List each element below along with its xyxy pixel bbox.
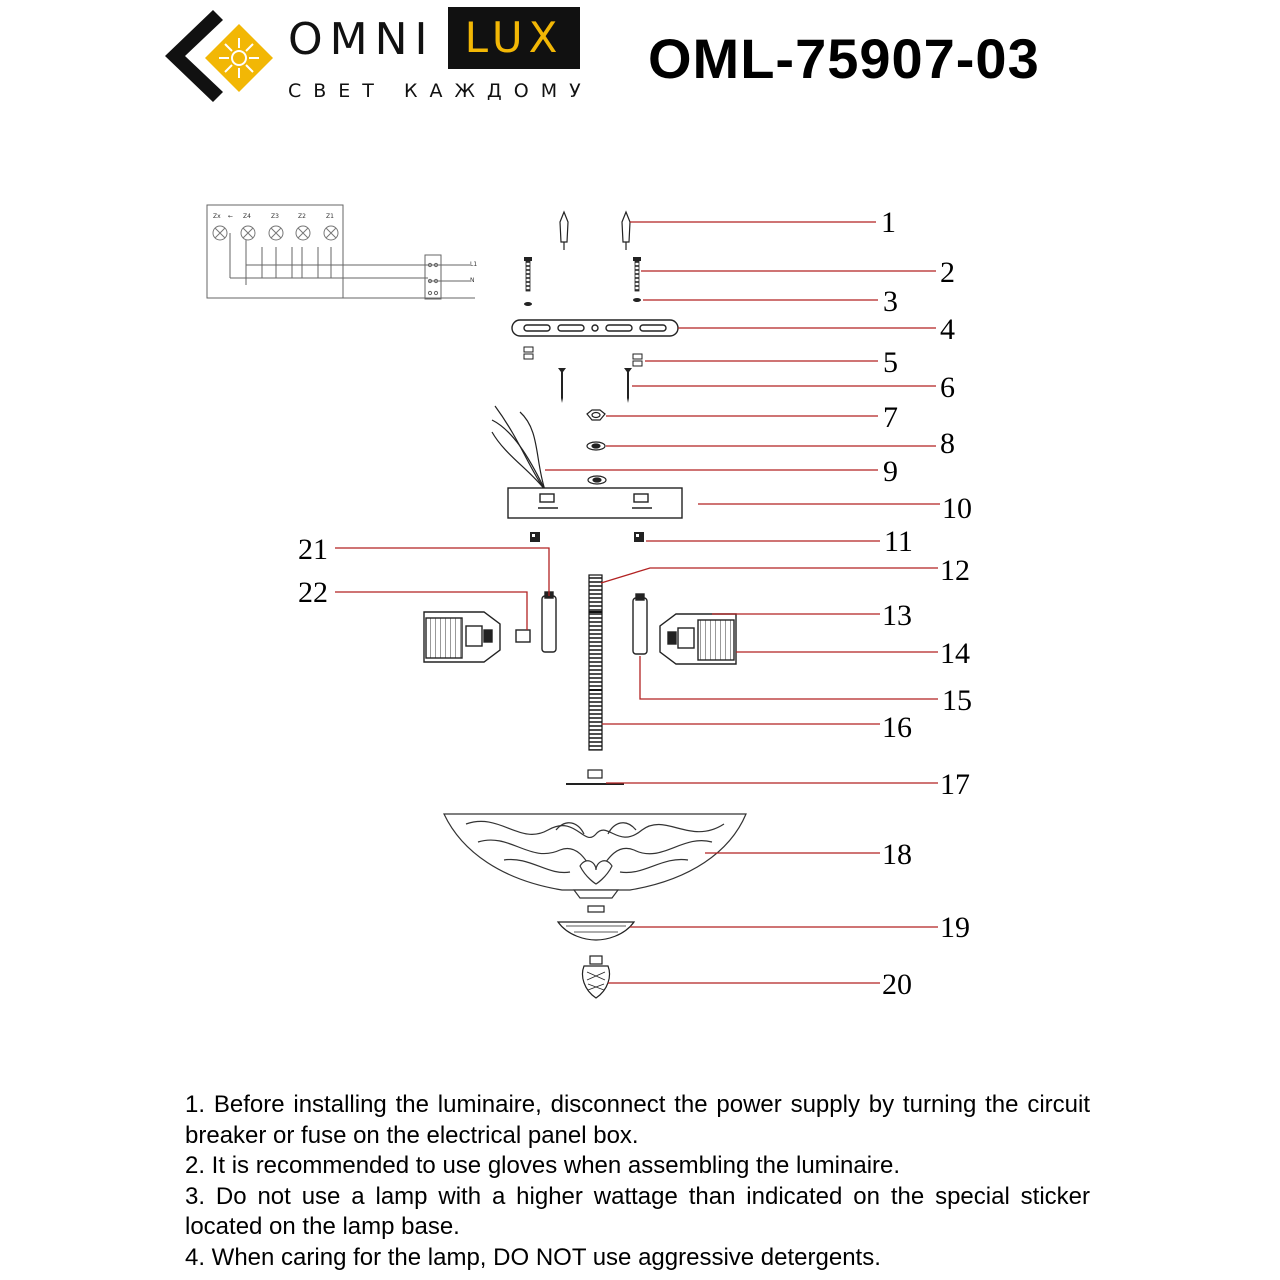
callout-14: 14 <box>940 637 970 670</box>
part-glass-shade <box>444 814 746 898</box>
callout-7: 7 <box>883 401 898 434</box>
zone-label: Z2 <box>298 213 306 220</box>
brand-name-lux: LUX <box>448 7 580 69</box>
callout-3: 3 <box>883 285 898 318</box>
wiring-lamps <box>213 226 338 240</box>
brand-name-omni: OMNI <box>288 14 435 65</box>
part-left-socket <box>424 592 556 662</box>
callout-11: 11 <box>884 525 913 558</box>
callout-9: 9 <box>883 455 898 488</box>
line-label-n: N <box>470 277 475 284</box>
callout-2: 2 <box>940 256 955 289</box>
zone-label: Z3 <box>271 213 279 220</box>
logo-mark-icon <box>165 8 277 104</box>
callout-6: 6 <box>940 371 955 404</box>
part-mount-screws <box>524 257 641 291</box>
note-1: 1. Before installing the luminaire, disconnect the power supply by turning the circuit breaker or fuse on the electrical panel box. <box>185 1091 1090 1149</box>
callout-4: 4 <box>940 313 955 346</box>
part-washer-center <box>587 442 605 450</box>
part-mounting-bracket <box>512 320 678 336</box>
part-bottom-nut <box>566 770 624 784</box>
part-wood-screws <box>558 368 632 403</box>
model-number: OML-75907-03 <box>648 27 1040 90</box>
callout-1: 1 <box>881 206 896 239</box>
zone-label: Z4 <box>243 213 251 220</box>
note-3: 3. Do not use a lamp with a higher wattage than indicated on the special sticker located on the lamp base. <box>185 1182 1090 1240</box>
exploded-diagram <box>0 190 1280 1020</box>
callout-19: 19 <box>940 911 970 944</box>
note-2: 2. It is recommended to use gloves when assembling the luminaire. <box>185 1152 901 1179</box>
callout-12: 12 <box>940 554 970 587</box>
zone-label: Zx <box>213 213 221 220</box>
callout-22: 22 <box>298 576 328 609</box>
part-finial <box>583 956 610 998</box>
part-canopy-base <box>508 488 682 518</box>
callout-17: 17 <box>940 768 970 801</box>
part-threaded-rod <box>589 575 602 750</box>
part-wall-plugs <box>560 212 630 250</box>
callout-13: 13 <box>882 599 912 632</box>
callout-21: 21 <box>298 533 328 566</box>
callout-5: 5 <box>883 346 898 379</box>
callout-10: 10 <box>942 492 972 525</box>
part-finial-cup <box>558 906 634 940</box>
part-nut-center <box>587 410 605 420</box>
callout-8: 8 <box>940 427 955 460</box>
part-right-socket <box>633 594 736 664</box>
safety-notes <box>185 1090 1090 1273</box>
callout-20: 20 <box>882 968 912 1001</box>
callout-18: 18 <box>882 838 912 871</box>
zone-label: Z1 <box>326 213 334 220</box>
part-nuts <box>524 347 642 366</box>
zone-arrow: ← <box>228 213 234 220</box>
note-4: 4. When caring for the lamp, DO NOT use aggressive detergents. <box>185 1243 881 1271</box>
line-label-l1: L1 <box>470 261 478 268</box>
part-screw-caps <box>530 532 644 542</box>
brand-tagline: СВЕТ КАЖДОМУ <box>288 80 593 102</box>
part-washers <box>524 298 641 306</box>
callout-15: 15 <box>942 684 972 717</box>
callout-16: 16 <box>882 711 912 744</box>
